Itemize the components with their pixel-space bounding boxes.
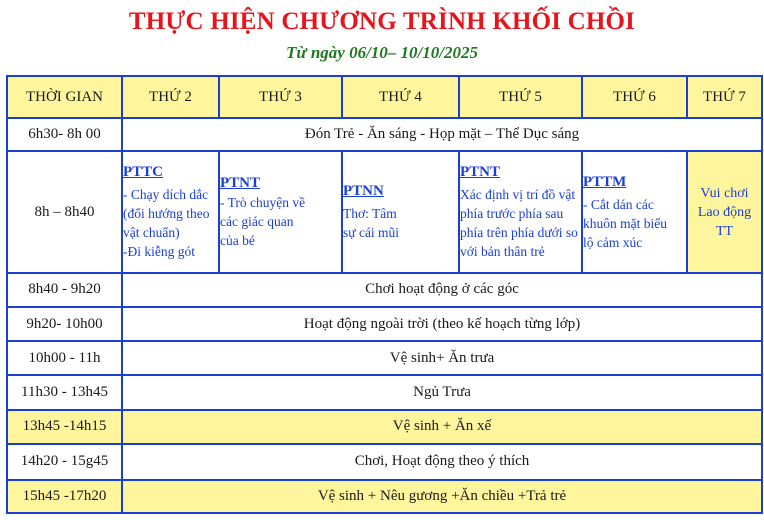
lesson-line: lộ cảm xúc [583, 234, 643, 250]
time-cell: 14h20 - 15g45 [7, 444, 122, 480]
lesson-line: sự cái mũi [343, 225, 400, 241]
lesson-line: - Chạy dích dắc [123, 187, 209, 203]
page-title: THỰC HIỆN CHƯƠNG TRÌNH KHỐI CHỒI [128, 8, 636, 35]
lesson-line: với bản thân trẻ [460, 244, 545, 260]
header-thu-2: THỨ 2 [122, 76, 219, 118]
activity-cell: Chơi, Hoạt động theo ý thích [122, 444, 762, 480]
lesson-line: TT [715, 223, 734, 239]
table-row-lessons [7, 151, 762, 273]
lesson-line: -Đi kiễng gót [123, 244, 195, 260]
lesson-line: Lao động [697, 204, 752, 220]
lesson-line: khuôn mặt biểu [583, 215, 667, 231]
lesson-thu-5 [459, 151, 582, 273]
table-row [7, 118, 762, 151]
table-row [7, 375, 762, 409]
lesson-code: PTTC [123, 164, 164, 181]
time-cell: 11h30 - 13h45 [7, 375, 122, 409]
header-thu-4: THỨ 4 [342, 76, 459, 118]
lesson-line: - Cắt dán các [583, 196, 654, 212]
lesson-thu-6 [582, 151, 687, 273]
table-row [7, 444, 762, 480]
time-cell: 8h – 8h40 [7, 151, 122, 273]
activity-cell: Vệ sinh + Nêu gương +Ăn chiều +Trả trẻ [122, 480, 762, 513]
activity-cell: Chơi hoạt động ở các góc [122, 273, 762, 307]
time-cell: 6h30- 8h 00 [7, 118, 122, 151]
header-time: THỜI GIAN [7, 76, 122, 118]
table-row [7, 341, 762, 375]
lesson-line: (đổi hướng theo [123, 206, 210, 222]
lesson-line: các giác quan [220, 214, 294, 230]
activity-cell: Vệ sinh + Ăn xế [122, 410, 762, 444]
time-cell: 10h00 - 11h [7, 341, 122, 375]
header-thu-5: THỨ 5 [459, 76, 582, 118]
lesson-text [220, 193, 341, 250]
lesson-thu-2 [122, 151, 219, 273]
time-cell: 15h45 -17h20 [7, 480, 122, 513]
lesson-text [460, 185, 581, 261]
header-thu-3: THỨ 3 [219, 76, 342, 118]
lesson-text [123, 185, 218, 261]
activity-cell: Vệ sinh+ Ăn trưa [122, 341, 762, 375]
lesson-line: - Trò chuyện về [220, 195, 306, 211]
lesson-text [583, 195, 686, 252]
header-thu-6: THỨ 6 [582, 76, 687, 118]
time-cell: 9h20- 10h00 [7, 307, 122, 341]
lesson-line: phía trên phía dưới so [460, 225, 578, 241]
lesson-thu-3 [219, 151, 342, 273]
lesson-code: PTNT [460, 164, 501, 181]
lesson-thu-4 [342, 151, 459, 273]
schedule-table [6, 75, 763, 514]
table-row [7, 410, 762, 444]
table-row [7, 307, 762, 341]
activity-cell: Hoạt động ngoài trời (theo kế hoạch từng lớp) [122, 307, 762, 341]
lesson-line: Xác định vị trí đồ vật [460, 187, 576, 203]
lesson-text [343, 204, 458, 242]
activity-cell: Ngủ Trưa [122, 375, 762, 409]
lesson-line: vật chuẩn) [123, 225, 180, 241]
activity-cell: Đón Trẻ - Ăn sáng - Họp mặt – Thể Dục sáng [122, 118, 762, 151]
header-row [7, 76, 762, 118]
time-cell: 13h45 -14h15 [7, 410, 122, 444]
table-row [7, 273, 762, 307]
lesson-line: Vui chơi [700, 185, 749, 201]
lesson-line: phía trước phía sau [460, 206, 564, 222]
lesson-code: PTNT [220, 175, 261, 192]
header-thu-7: THỨ 7 [687, 76, 762, 118]
table-row [7, 480, 762, 513]
lesson-code: PTNN [343, 183, 384, 200]
time-cell: 8h40 - 9h20 [7, 273, 122, 307]
date-range-subtitle: Từ ngày 06/10– 10/10/2025 [286, 43, 478, 62]
lesson-code: PTTM [583, 173, 627, 190]
lesson-line: của bé [220, 233, 255, 249]
lesson-line: Thơ: Tâm [343, 206, 397, 222]
lesson-thu-7 [687, 151, 762, 273]
